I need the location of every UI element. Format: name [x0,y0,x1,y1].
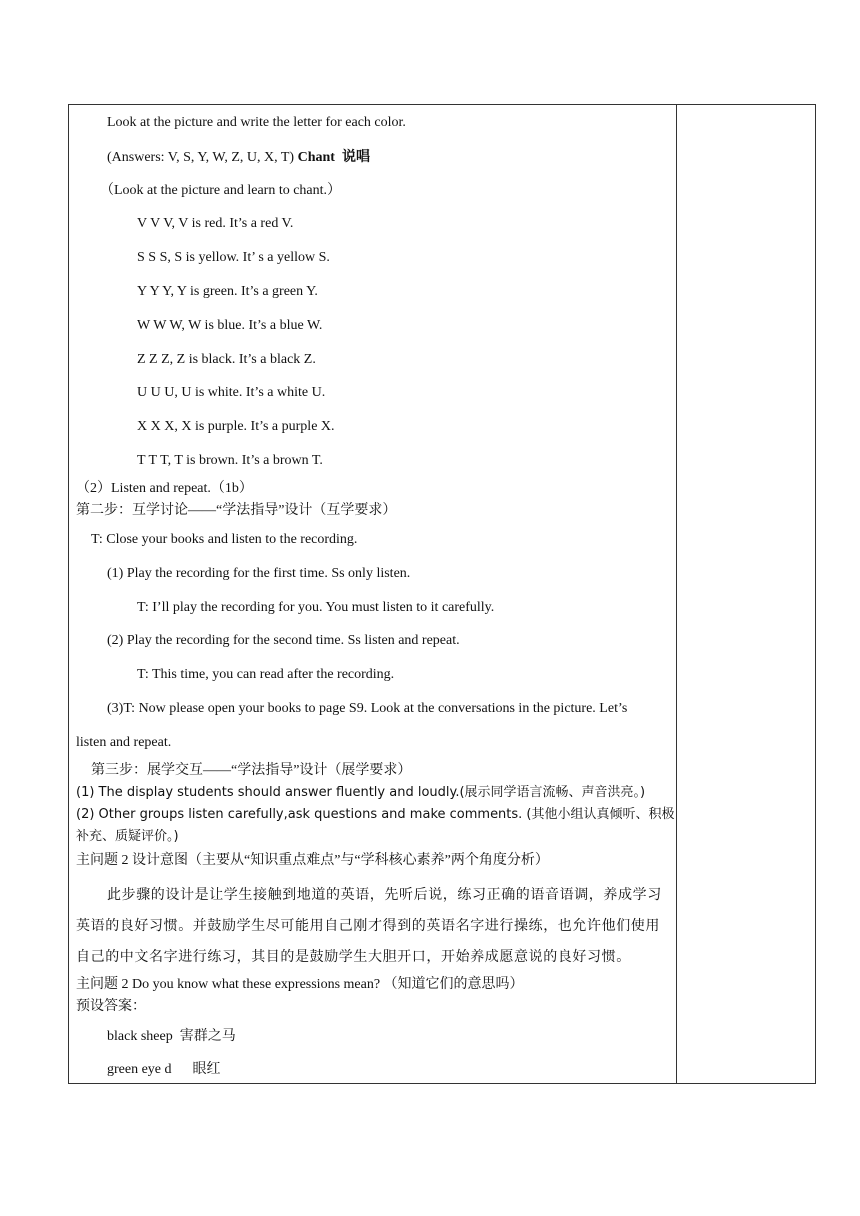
chant-line: Z Z Z, Z is black. It’s a black Z. [137,352,316,367]
preset-answer-label: 预设答案： [76,999,146,1014]
chant-cn-label: 说唱 [341,149,370,165]
chant-line: U U U, U is white. It’s a white U. [137,385,326,400]
expression-item [107,1060,221,1079]
listen-repeat-heading: （2）Listen and repeat.（1b） [76,481,253,496]
chant-line: Y Y Y, Y is green. It’s a green Y. [137,284,318,299]
chant-line: S S S, S is yellow. It’ s a yellow S. [137,250,330,265]
step2-part2: (2) Play the recording for the second time. Ss listen and repeat. [107,633,460,648]
expression-cn: 害群之马 [179,1028,236,1044]
answers-text: (Answers: V, S, Y, W, Z, U, X, T) [107,150,298,165]
expression-en: green eye d [107,1062,172,1077]
expression-cn: 眼红 [192,1061,221,1077]
table-column-divider [676,104,677,1084]
step2-teacher: T: Close your books and listen to the recording. [91,532,358,547]
step3-requirement-2: (2) Other groups listen carefully,ask questions and make comments. (其他小组认真倾听、积极 [76,807,675,822]
chant-line: T T T, T is brown. It’s a brown T. [137,453,323,468]
step2-part1-teacher: T: I’ll play the recording for you. You must listen to it carefully. [137,600,495,615]
main-question-2: 主问题 2 Do you know what these expressions mean? （知道它们的意思吗） [76,977,524,992]
step3-requirement-2-cont: 补充、质疑评价。) [76,829,179,844]
intro-line: Look at the picture and write the letter for each color. [107,115,406,130]
step2-part1: (1) Play the recording for the first time. Ss only listen. [107,566,411,581]
expression-item [107,1027,236,1046]
chant-instruction: （Look at the picture and learn to chant.） [100,183,342,198]
step3-requirement-1: (1) The display students should answer fluently and loudly.(展示同学语言流畅、声音洪亮。) [76,785,646,800]
answers-line [107,148,370,167]
step2-part2-teacher: T: This time, you can read after the recording. [137,667,395,682]
chant-line: V V V, V is red. It’s a red V. [137,216,294,231]
design-intent-title: 主问题 2 设计意图（主要从“知识重点难点”与“学科核心素养”两个角度分析） [76,853,549,868]
step2-part3: (3)T: Now please open your books to page S9. Look at the conversations in the picture. Let’s [107,701,628,716]
chant-label: Chant [297,150,335,165]
step2-title: 第二步：互学讨论——“学法指导”设计（互学要求） [76,503,397,518]
chant-line: X X X, X is purple. It’s a purple X. [137,419,335,434]
step2-part3-cont: listen and repeat. [76,735,172,750]
expression-en: black sheep [107,1029,173,1044]
step3-title: 第三步：展学交互——“学法指导”设计（展学要求） [91,763,412,778]
design-intent-body: 此步骤的设计是让学生接触到地道的英语，先听后说，练习正确的语音语调，养成学习英语的良好习惯。并鼓励学生尽可能用自己刚才得到的英语名字进行操练，也允许他们使用自己的中文名字进行练习，其目的是鼓励学生大胆开口，开始养成愿意说的良好习惯。 [76,888,662,965]
chant-line: W W W, W is blue. It’s a blue W. [137,318,323,333]
